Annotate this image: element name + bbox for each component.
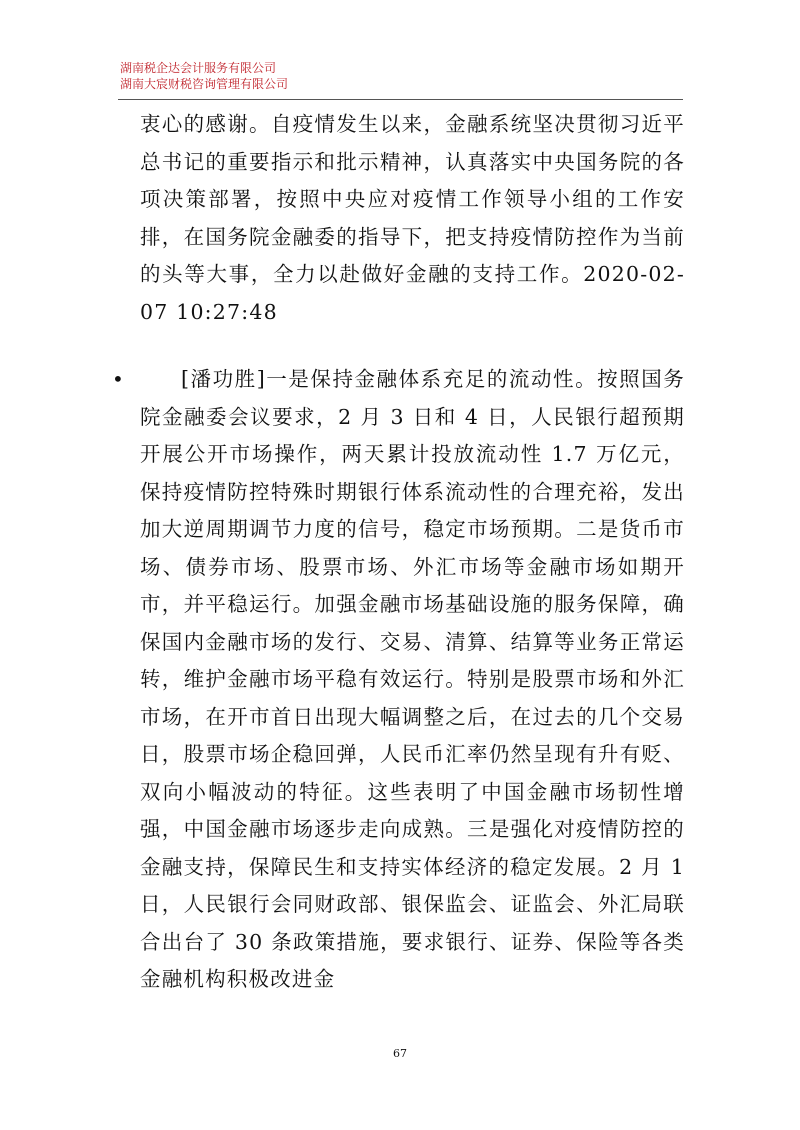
paragraph-pan-gongsheng: [潘功胜]一是保持金融体系充足的流动性。按照国务院金融委会议要求，2 月 3 日和 4 日，人民银行超预期开展公开市场操作，两天累计投放流动性 1.7 万亿元，保持疫情防控特殊时期银行体系流动性的合理充裕，发出加大逆周期调节力度的信号，稳定市场预期。二是货币市场、债券市场、股票市场、外汇市场等金融市场如期开市，并平稳运行。加强金融市场基础设施的服务保障，确保国内金融市场的发行、交易、清算、结算等业务正常运转，维护金融市场平稳有效运行。特别是股票市场和外汇市场，在开市首日出现大幅调整之后，在过去的几个交易日，股票市场企稳回弹，人民币汇率仍然呈现有升有贬、双向小幅波动的特征。这些表明了中国金融市场韧性增强，中国金融市场逐步走向成熟。三是强化对疫情防控的金融支持，保障民生和支持实体经济的稳定发展。2 月 1 日，人民银行会同财政部、银保监会、证监会、外汇局联合出台了 30 条政策措施，要求银行、证券、保险等各类金融机构积极改进金	[140, 367, 685, 991]
company-name-primary: 湖南税企达会计服务有限公司	[120, 61, 277, 75]
company-name-secondary: 湖南大宸财税咨询管理有限公司	[120, 77, 289, 91]
header-divider	[118, 99, 683, 100]
bullet-marker: •	[112, 367, 124, 391]
paragraph-intro: 衷心的感谢。自疫情发生以来，金融系统坚决贯彻习近平总书记的重要指示和批示精神，认真落实中央国务院的各项决策部署，按照中央应对疫情工作领导小组的工作安排，在国务院金融委的指导下，把支持疫情防控作为当前的头等大事，全力以赴做好金融的支持工作。2020-02-07 10:27:48	[140, 112, 685, 324]
page-number: 67	[393, 1047, 407, 1060]
company-header	[120, 60, 288, 92]
